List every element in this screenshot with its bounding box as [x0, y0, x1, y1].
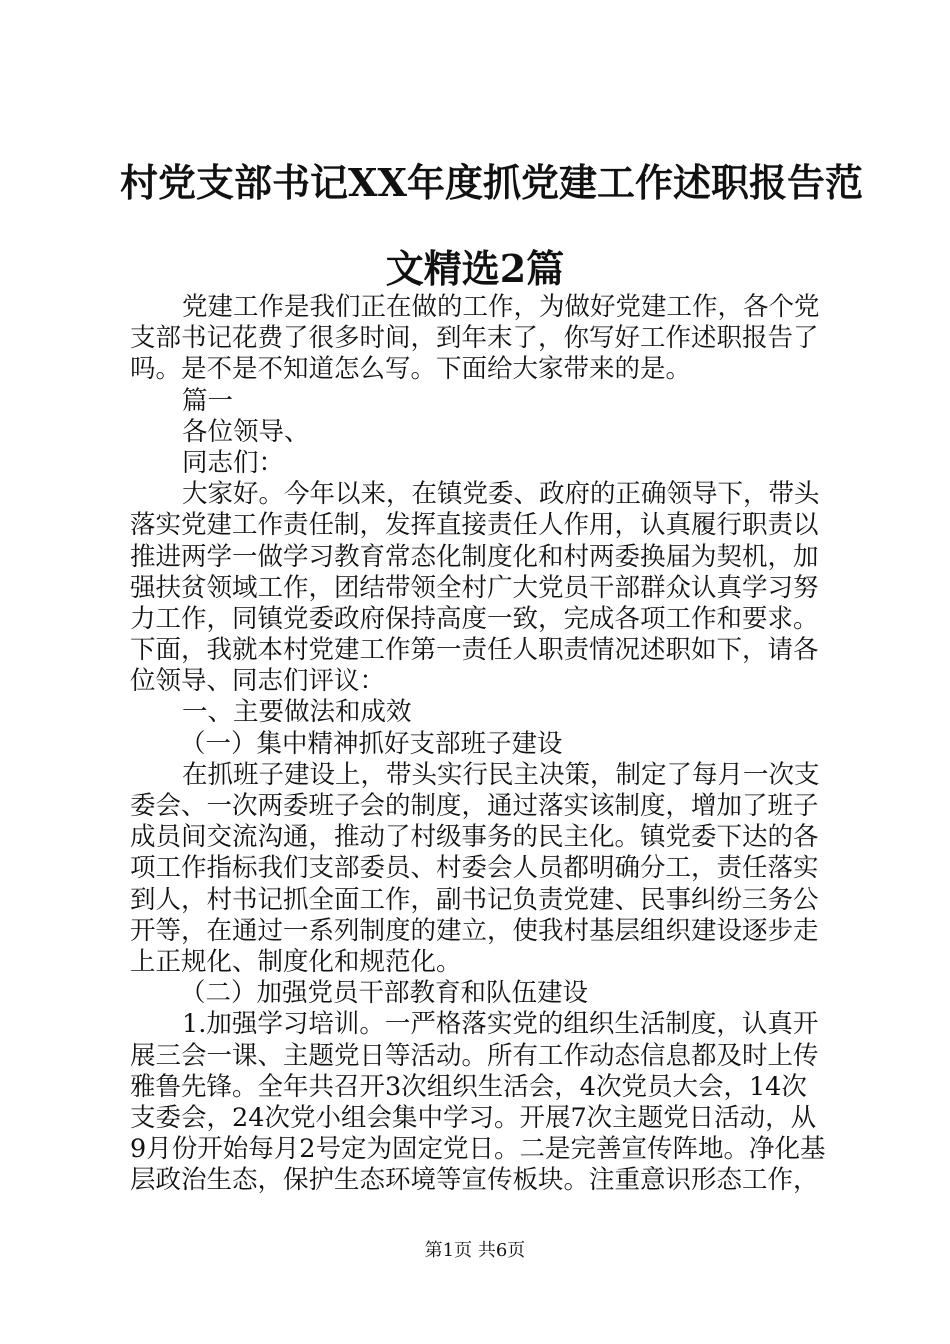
- paragraph-line: 支部书记花费了很多时间，到年末了，你写好工作述职报告了: [130, 323, 819, 354]
- paragraph-line: 委会、一次两委班子会的制度，通过落实该制度，增加了班子: [130, 791, 819, 821]
- document-title-line-2: 文精选2篇: [385, 246, 565, 291]
- paragraph-line: 推进两学一做学习教育常态化制度化和村两委换届为契机，加: [130, 541, 819, 572]
- paragraph-line: 项工作指标我们支部委员、村委会人员都明确分工，责任落实: [130, 853, 819, 884]
- paragraph-line: 到人，村书记抓全面工作，副书记负责党建、民事纠纷三务公: [130, 884, 819, 915]
- paragraph-line: 9月份开始每月2号定为固定党日。二是完善宣传阵地。净化基: [130, 1134, 826, 1165]
- salutation-line: 各位领导、: [182, 416, 310, 447]
- paragraph-line: 落实党建工作责任制，发挥直接责任人作用，认真履行职责以: [130, 510, 819, 541]
- paragraph-line: 上正规化、制度化和规范化。: [130, 946, 462, 977]
- paragraph-line: 雅鲁先锋。全年共召开3次组织生活会，4次党员大会，14次: [130, 1071, 807, 1102]
- paragraph-line: 1.加强学习培训。一严格落实党的组织生活制度，认真开: [182, 1009, 819, 1040]
- subsection-heading: （二）加强党员干部教育和队伍建设: [180, 978, 589, 1009]
- paragraph-line: 成员间交流沟通，推动了村级事务的民主化。镇党委下达的各: [130, 822, 819, 853]
- paragraph-line: 力工作，同镇党委政府保持高度一致，完成各项工作和要求。: [130, 603, 819, 634]
- paragraph-line: 展三会一课、主题党日等活动。所有工作动态信息都及时上传: [130, 1040, 819, 1071]
- paragraph-line: 支委会，24次党小组会集中学习。开展7次主题党日活动，从: [130, 1102, 817, 1133]
- subsection-heading: （一）集中精神抓好支部班子建设: [180, 728, 563, 759]
- paragraph-line: 层政治生态，保护生态环境等宣传板块。注重意识形态工作，: [130, 1165, 819, 1196]
- document-title-line-1: 村党支部书记XX年度抓党建工作述职报告范: [120, 160, 863, 205]
- paragraph-line: 强扶贫领域工作，团结带领全村广大党员干部群众认真学习努: [130, 572, 819, 603]
- section-heading: 篇一: [182, 385, 234, 416]
- paragraph-line: 吗。是不是不知道怎么写。下面给大家带来的是。: [130, 354, 692, 385]
- salutation-line: 同志们：: [182, 447, 285, 478]
- document-body: [130, 292, 834, 1196]
- paragraph-line: 下面，我就本村党建工作第一责任人职责情况述职如下，请各: [130, 635, 819, 666]
- paragraph-line: 在抓班子建设上，带头实行民主决策，制定了每月一次支: [182, 759, 820, 790]
- page-footer: 第1页 共6页: [424, 1240, 526, 1261]
- paragraph-line: 大家好。今年以来，在镇党委、政府的正确领导下，带头: [182, 479, 820, 510]
- section-heading: 一、主要做法和成效: [182, 697, 412, 728]
- paragraph-line: 位领导、同志们评议：: [130, 666, 386, 697]
- paragraph-line: 党建工作是我们正在做的工作，为做好党建工作，各个党: [182, 292, 820, 322]
- paragraph-line: 开等，在通过一系列制度的建立，使我村基层组织建设逐步走: [130, 915, 819, 946]
